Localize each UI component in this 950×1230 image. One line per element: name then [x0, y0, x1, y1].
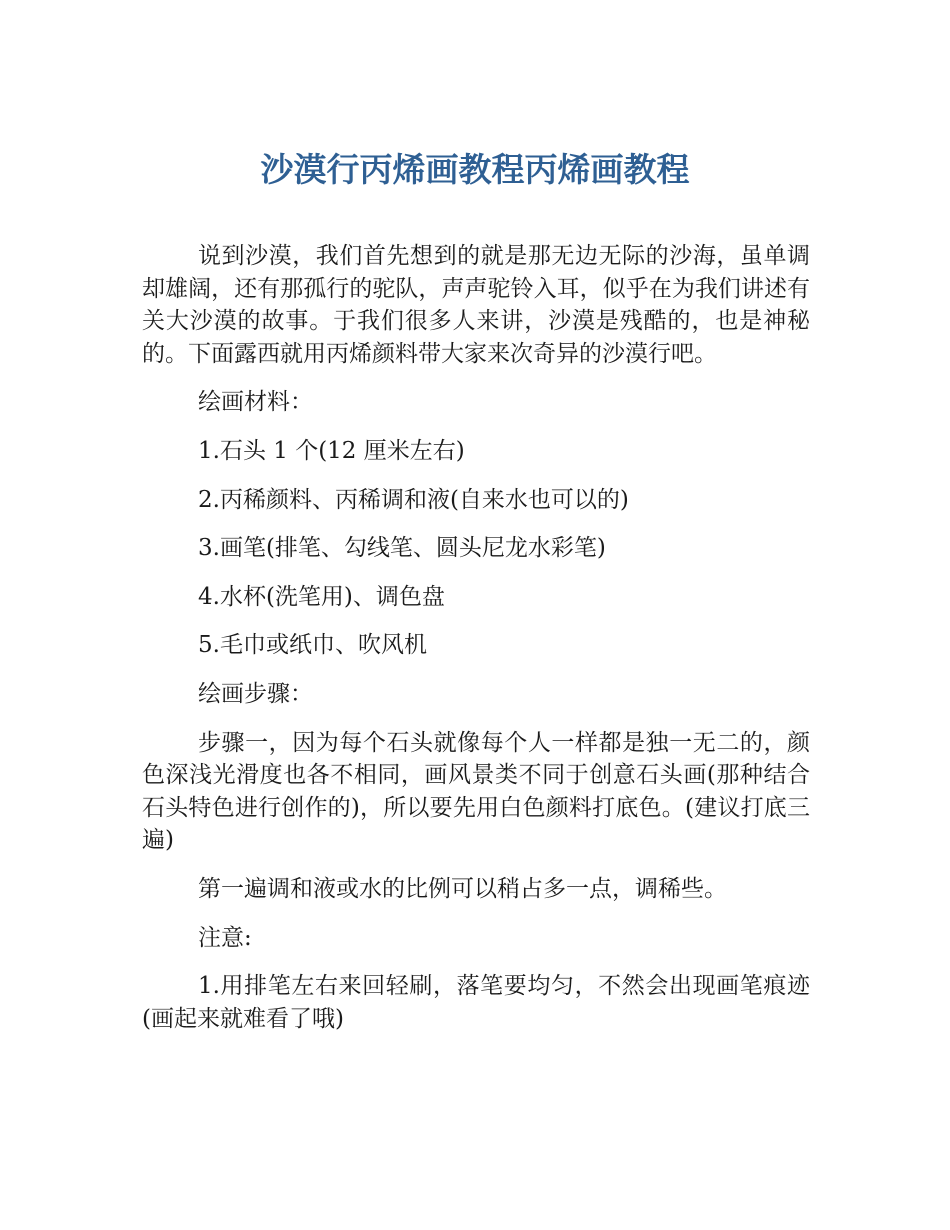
material-item-1: 1.石头 1 个(12 厘米左右) — [198, 437, 465, 464]
note-item-1: 1.用排笔左右来回轻刷，落笔要均匀，不然会出现画笔痕迹(画起来就难看了哦) — [142, 973, 810, 1032]
material-item-5: 5.毛巾或纸巾、吹风机 — [198, 632, 427, 659]
step-one-paragraph: 步骤一，因为每个石头就像每个人一样都是独一无二的，颜色深浅光滑度也各不相同，画风景类不同于创意石头画(那种结合石头特色进行创作的)，所以要先用白色颜料打底色。(建议打底三遍) — [142, 729, 810, 854]
intro-paragraph: 说到沙漠，我们首先想到的就是那无边无际的沙海，虽单调却雄阔，还有那孤行的驼队，声声驼铃入耳，似乎在为我们讲述有关大沙漠的故事。于我们很多人来讲，沙漠是残酷的，也是神秘的。下面露西就用丙烯颜料带大家来次奇异的沙漠行吧。 — [142, 243, 810, 367]
material-item-3: 3.画笔(排笔、勾线笔、圆头尼龙水彩笔) — [198, 535, 606, 562]
document-body — [142, 240, 810, 1051]
materials-heading: 绘画材料： — [198, 389, 313, 416]
material-item-2: 2.丙稀颜料、丙稀调和液(自来水也可以的) — [198, 486, 629, 513]
note-heading: 注意: — [198, 924, 252, 951]
material-item-4: 4.水杯(洗笔用)、调色盘 — [198, 583, 445, 610]
first-coat-paragraph: 第一遍调和液或水的比例可以稍占多一点，调稀些。 — [198, 875, 727, 902]
document-title: 沙漠行丙烯画教程丙烯画教程 — [260, 150, 690, 189]
steps-heading: 绘画步骤： — [198, 680, 313, 707]
